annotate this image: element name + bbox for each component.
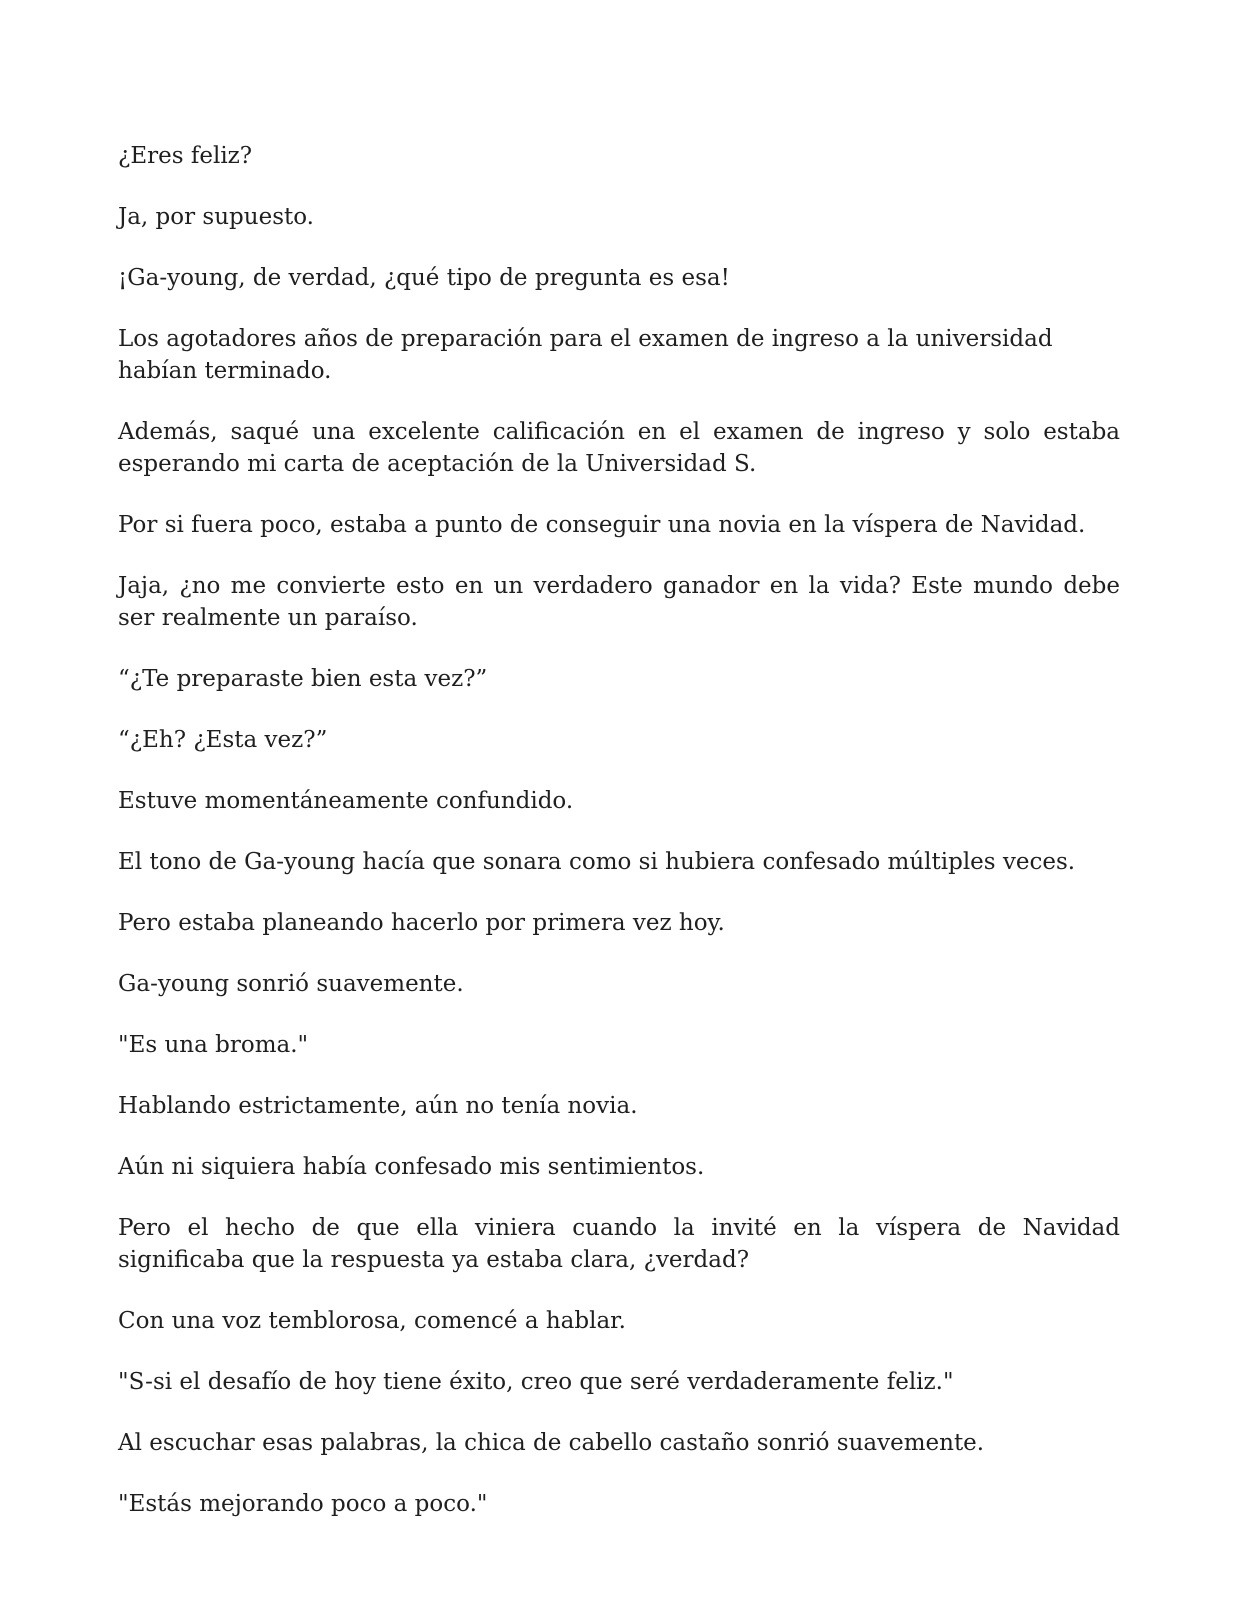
paragraph: Con una voz temblorosa, comencé a hablar. bbox=[118, 1308, 626, 1334]
paragraph: Ga-young sonrió suavemente. bbox=[118, 971, 464, 997]
paragraph: “¿Te preparaste bien esta vez?” bbox=[118, 666, 488, 692]
paragraph: Pero estaba planeando hacerlo por primera vez hoy. bbox=[118, 910, 725, 936]
paragraph: Por si fuera poco, estaba a punto de conseguir una novia en la víspera de Navidad. bbox=[118, 512, 1086, 538]
paragraph: Estuve momentáneamente confundido. bbox=[118, 788, 574, 814]
paragraph: Jaja, ¿no me convierte esto en un verdadero ganador en la vida? Este mundo debe ser realmente un paraíso. bbox=[118, 573, 1120, 631]
paragraph: "Estás mejorando poco a poco." bbox=[118, 1491, 488, 1517]
paragraph: ¡Ga-young, de verdad, ¿qué tipo de pregunta es esa! bbox=[118, 265, 730, 291]
paragraph: Hablando estrictamente, aún no tenía novia. bbox=[118, 1093, 638, 1119]
paragraph: "Es una broma." bbox=[118, 1032, 309, 1058]
paragraph: ¿Eres feliz? bbox=[118, 143, 253, 169]
paragraph: Además, saqué una excelente calificación en el examen de ingreso y solo estaba esperando mi carta de aceptación de la Universidad S. bbox=[118, 419, 1120, 477]
paragraph: "S-si el desafío de hoy tiene éxito, creo que seré verdaderamente feliz." bbox=[118, 1369, 954, 1395]
document-body bbox=[118, 140, 1120, 1549]
paragraph: Pero el hecho de que ella viniera cuando la invité en la víspera de Navidad significaba que la respuesta ya estaba clara, ¿verdad? bbox=[118, 1215, 1120, 1273]
paragraph: Aún ni siquiera había confesado mis sentimientos. bbox=[118, 1154, 705, 1180]
paragraph: Los agotadores años de preparación para el examen de ingreso a la universidad habían terminado. bbox=[118, 326, 1053, 384]
paragraph: El tono de Ga-young hacía que sonara como si hubiera confesado múltiples veces. bbox=[118, 849, 1076, 875]
paragraph: Al escuchar esas palabras, la chica de cabello castaño sonrió suavemente. bbox=[118, 1430, 985, 1456]
paragraph: Ja, por supuesto. bbox=[118, 204, 314, 230]
paragraph: “¿Eh? ¿Esta vez?” bbox=[118, 727, 328, 753]
